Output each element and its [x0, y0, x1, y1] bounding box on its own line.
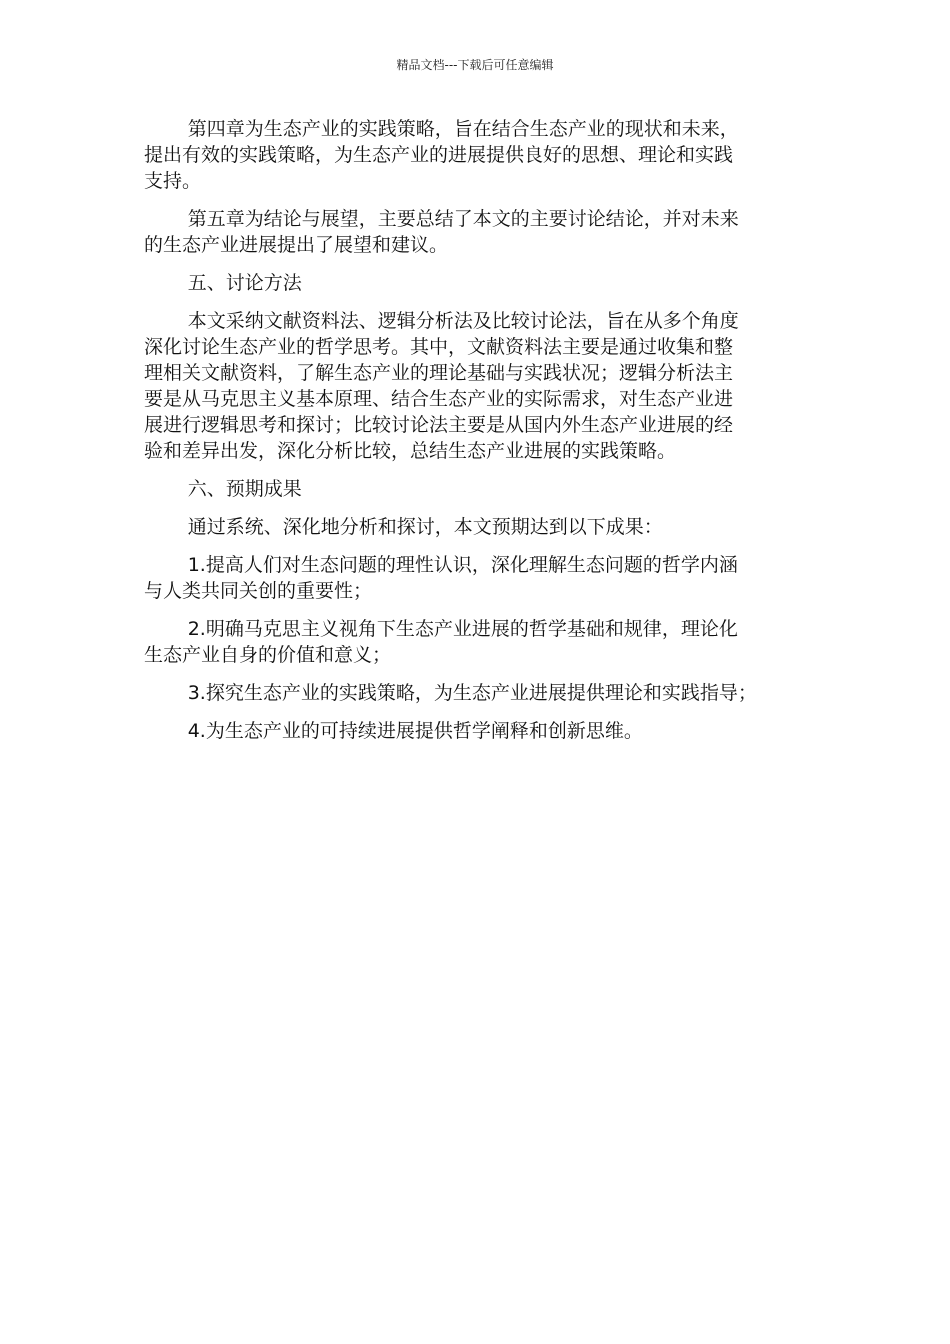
document-body	[144, 116, 800, 756]
paragraph-methods: 本文采纳文献资料法、逻辑分析法及比较讨论法，旨在从多个角度 深化讨论生态产业的哲学思考。其中，文献资料法主要是通过收集和整 理相关文献资料，了解生态产业的理论基础与实践状况；逻辑分析法主 要是从马克思主义基本原理、结合生态产业的实际需求，对生态产业进 展进行逻辑思考和探讨；比较讨论法主要是从国内外生态产业进展的经 验和差异出发，深化分析比较，总结生态产业进展的实践策略。	[144, 310, 739, 462]
list-item-result-3: 3.探究生态产业的实践策略，为生态产业进展提供理论和实践指导；	[187, 682, 757, 704]
paragraph-chapter-four: 第四章为生态产业的实践策略，旨在结合生态产业的现状和未来， 提出有效的实践策略，为生态产业的进展提供良好的思想、理论和实践 支持。	[144, 118, 739, 192]
list-item-result-4: 4.为生态产业的可持续进展提供哲学阐释和创新思维。	[187, 720, 643, 742]
section-heading-methods: 五、讨论方法	[187, 272, 302, 294]
list-item-result-2: 2.明确马克思主义视角下生态产业进展的哲学基础和规律，理论化 生态产业自身的价值和意义；	[144, 618, 738, 666]
list-item-result-1: 1.提高人们对生态问题的理性认识，深化理解生态问题的哲学内涵 与人类共同关创的重要性；	[144, 554, 738, 602]
paragraph-chapter-five: 第五章为结论与展望，主要总结了本文的主要讨论结论，并对未来 的生态产业进展提出了展望和建议。	[144, 208, 739, 256]
page-header: 精品文档---下载后可任意编辑	[396, 58, 554, 72]
paragraph-results-intro: 通过系统、深化地分析和探讨，本文预期达到以下成果：	[187, 516, 663, 538]
section-heading-results: 六、预期成果	[187, 478, 302, 500]
